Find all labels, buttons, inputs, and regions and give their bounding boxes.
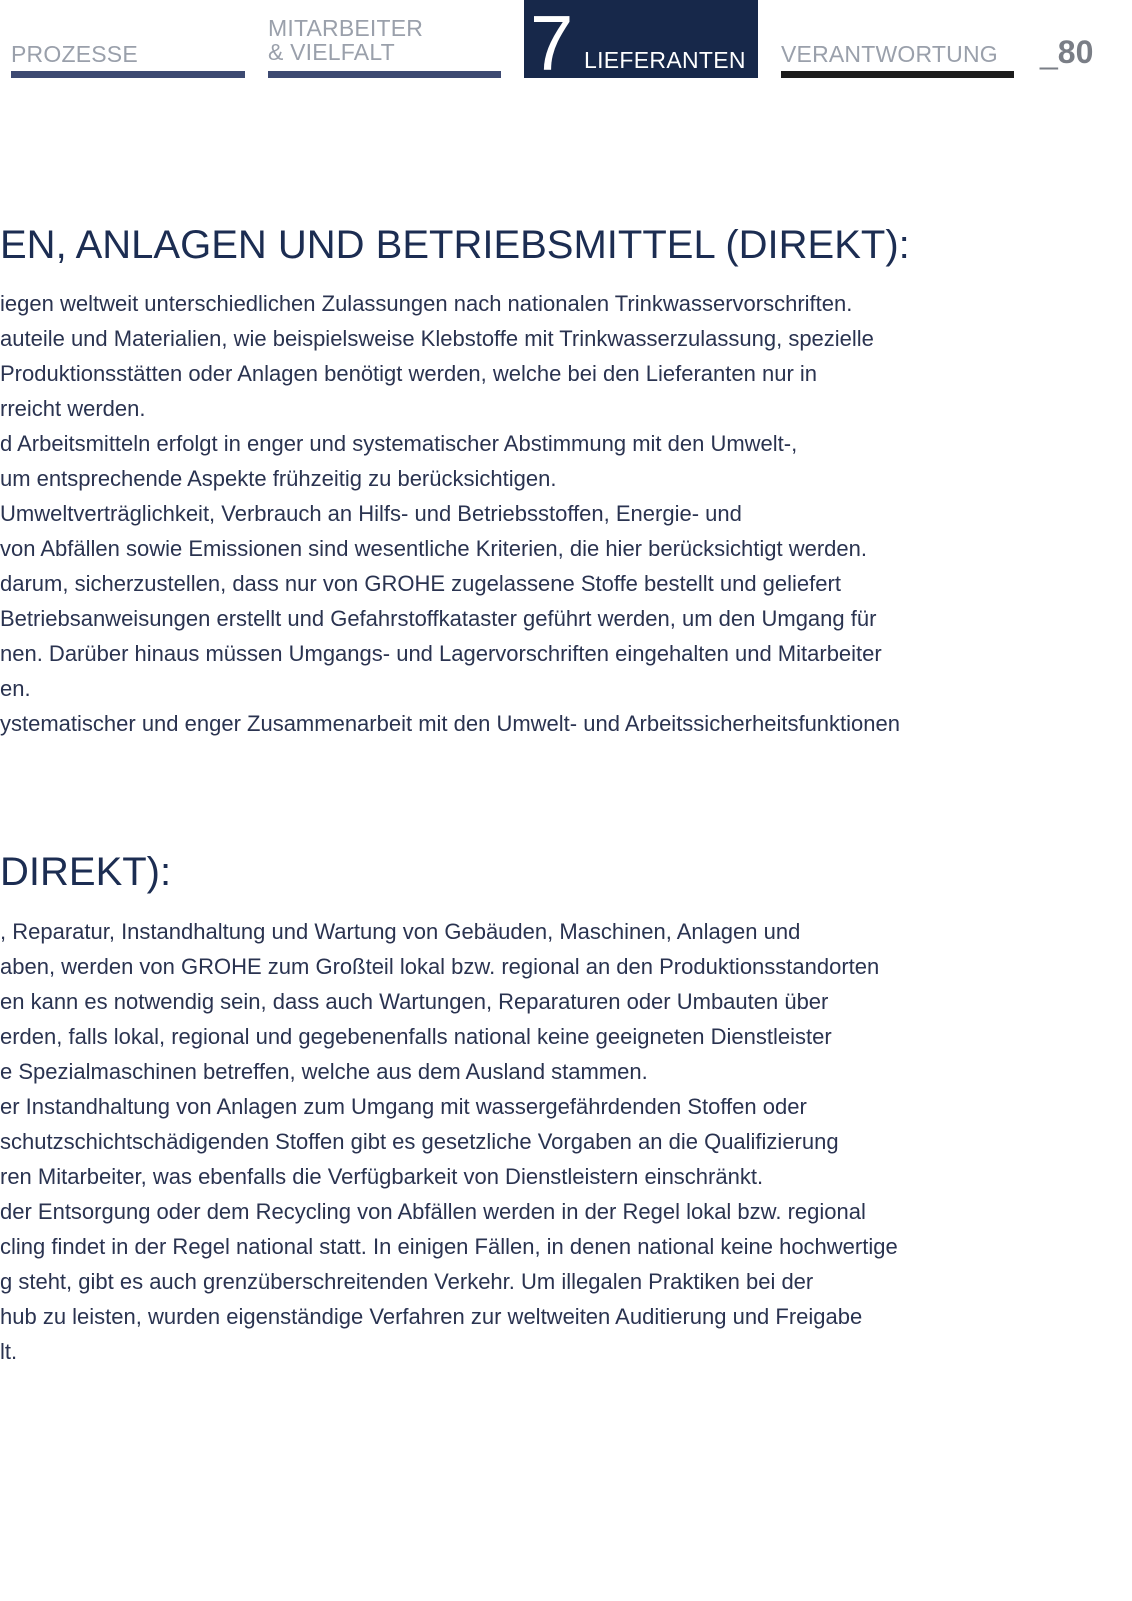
nav-tab-label: LIEFERANTEN [584,47,746,73]
section-heading-direct: EN, ANLAGEN UND BETRIEBSMITTEL (DIREKT): [0,223,910,267]
text-line: auteile und Materialien, wie beispielsweise Klebstoffe mit Trinkwasserzulassung, spezielle [0,326,874,351]
text-line: darum, sicherzustellen, dass nur von GROHE zugelassene Stoffe bestellt und geliefert [0,571,841,596]
text-line: von Abfällen sowie Emissionen sind wesentliche Kriterien, die hier berücksichtigt werden. [0,536,868,561]
chapter-number: 7 [530,0,574,87]
text-line: en. [0,676,31,701]
nav-tab-underline [11,71,245,78]
nav-tab-label-line2: & VIELFALT [268,39,395,65]
text-line: e Spezialmaschinen betreffen, welche aus dem Ausland stammen. [0,1059,648,1084]
text-line: hub zu leisten, wurden eigenständige Verfahren zur weltweiten Auditierung und Freigabe [0,1304,863,1329]
text-line: nen. Darüber hinaus müssen Umgangs- und Lagervorschriften eingehalten und Mitarbeiter [0,641,882,666]
nav-tab-label: PROZESSE [11,41,138,67]
nav-tab-underline [781,71,1014,78]
text-line: aben, werden von GROHE zum Großteil lokal bzw. regional an den Produktionsstandorten [0,954,880,979]
text-line: en kann es notwendig sein, dass auch Wartungen, Reparaturen oder Umbauten über [0,989,829,1014]
page-number [1040,34,1093,70]
page-number-digits: 80 [1057,34,1094,70]
text-line: ren Mitarbeiter, was ebenfalls die Verfügbarkeit von Dienstleistern einschränkt. [0,1164,764,1189]
text-line: der Entsorgung oder dem Recycling von Abfällen werden in der Regel lokal bzw. regional [0,1199,866,1224]
text-line: ystematischer und enger Zusammenarbeit mit den Umwelt- und Arbeitssicherheitsfunktionen [0,711,900,736]
nav-tab-prozesse[interactable] [11,0,245,78]
text-line: lt. [0,1339,18,1364]
text-line: um entsprechende Aspekte frühzeitig zu berücksichtigen. [0,466,557,491]
text-line: g steht, gibt es auch grenzüberschreitenden Verkehr. Um illegalen Praktiken bei der [0,1269,814,1294]
nav-tab-lieferanten-active[interactable] [524,0,758,87]
nav-tab-label-line1: MITARBEITER [268,15,424,41]
text-line: iegen weltweit unterschiedlichen Zulassungen nach nationalen Trinkwasservorschriften. [0,291,853,316]
text-line: schutzschichtschädigenden Stoffen gibt es gesetzliche Vorgaben an die Qualifizierung [0,1129,839,1154]
text-line: d Arbeitsmitteln erfolgt in enger und systematischer Abstimmung mit den Umwelt-, [0,431,798,456]
nav-tab-mitarbeiter-vielfalt[interactable] [268,0,501,78]
nav-tab-verantwortung[interactable] [781,0,1014,78]
page-number-prefix: _ [1040,34,1058,70]
nav-tab-label [268,16,423,64]
section-heading-indirect: DIREKT): [0,850,172,894]
text-line: Produktionsstätten oder Anlagen benötigt werden, welche bei den Lieferanten nur in [0,361,818,386]
text-line: er Instandhaltung von Anlagen zum Umgang mit wassergefährdenden Stoffen oder [0,1094,807,1119]
text-line: , Reparatur, Instandhaltung und Wartung von Gebäuden, Maschinen, Anlagen und [0,919,801,944]
text-line: cling findet in der Regel national statt. In einigen Fällen, in denen national keine hochwertige [0,1234,898,1259]
text-line: Betriebsanweisungen erstellt und Gefahrstoffkataster geführt werden, um den Umgang für [0,606,877,631]
text-line: erden, falls lokal, regional und gegebenenfalls national keine geeigneten Dienstleister [0,1024,832,1049]
nav-tab-label: VERANTWORTUNG [781,41,998,67]
nav-tab-underline [268,71,501,78]
text-line: rreicht werden. [0,396,146,421]
section-body-indirect [0,914,898,1369]
text-line: Umweltverträglichkeit, Verbrauch an Hilfs- und Betriebsstoffen, Energie- und [0,501,742,526]
section-body-direct [0,286,900,741]
